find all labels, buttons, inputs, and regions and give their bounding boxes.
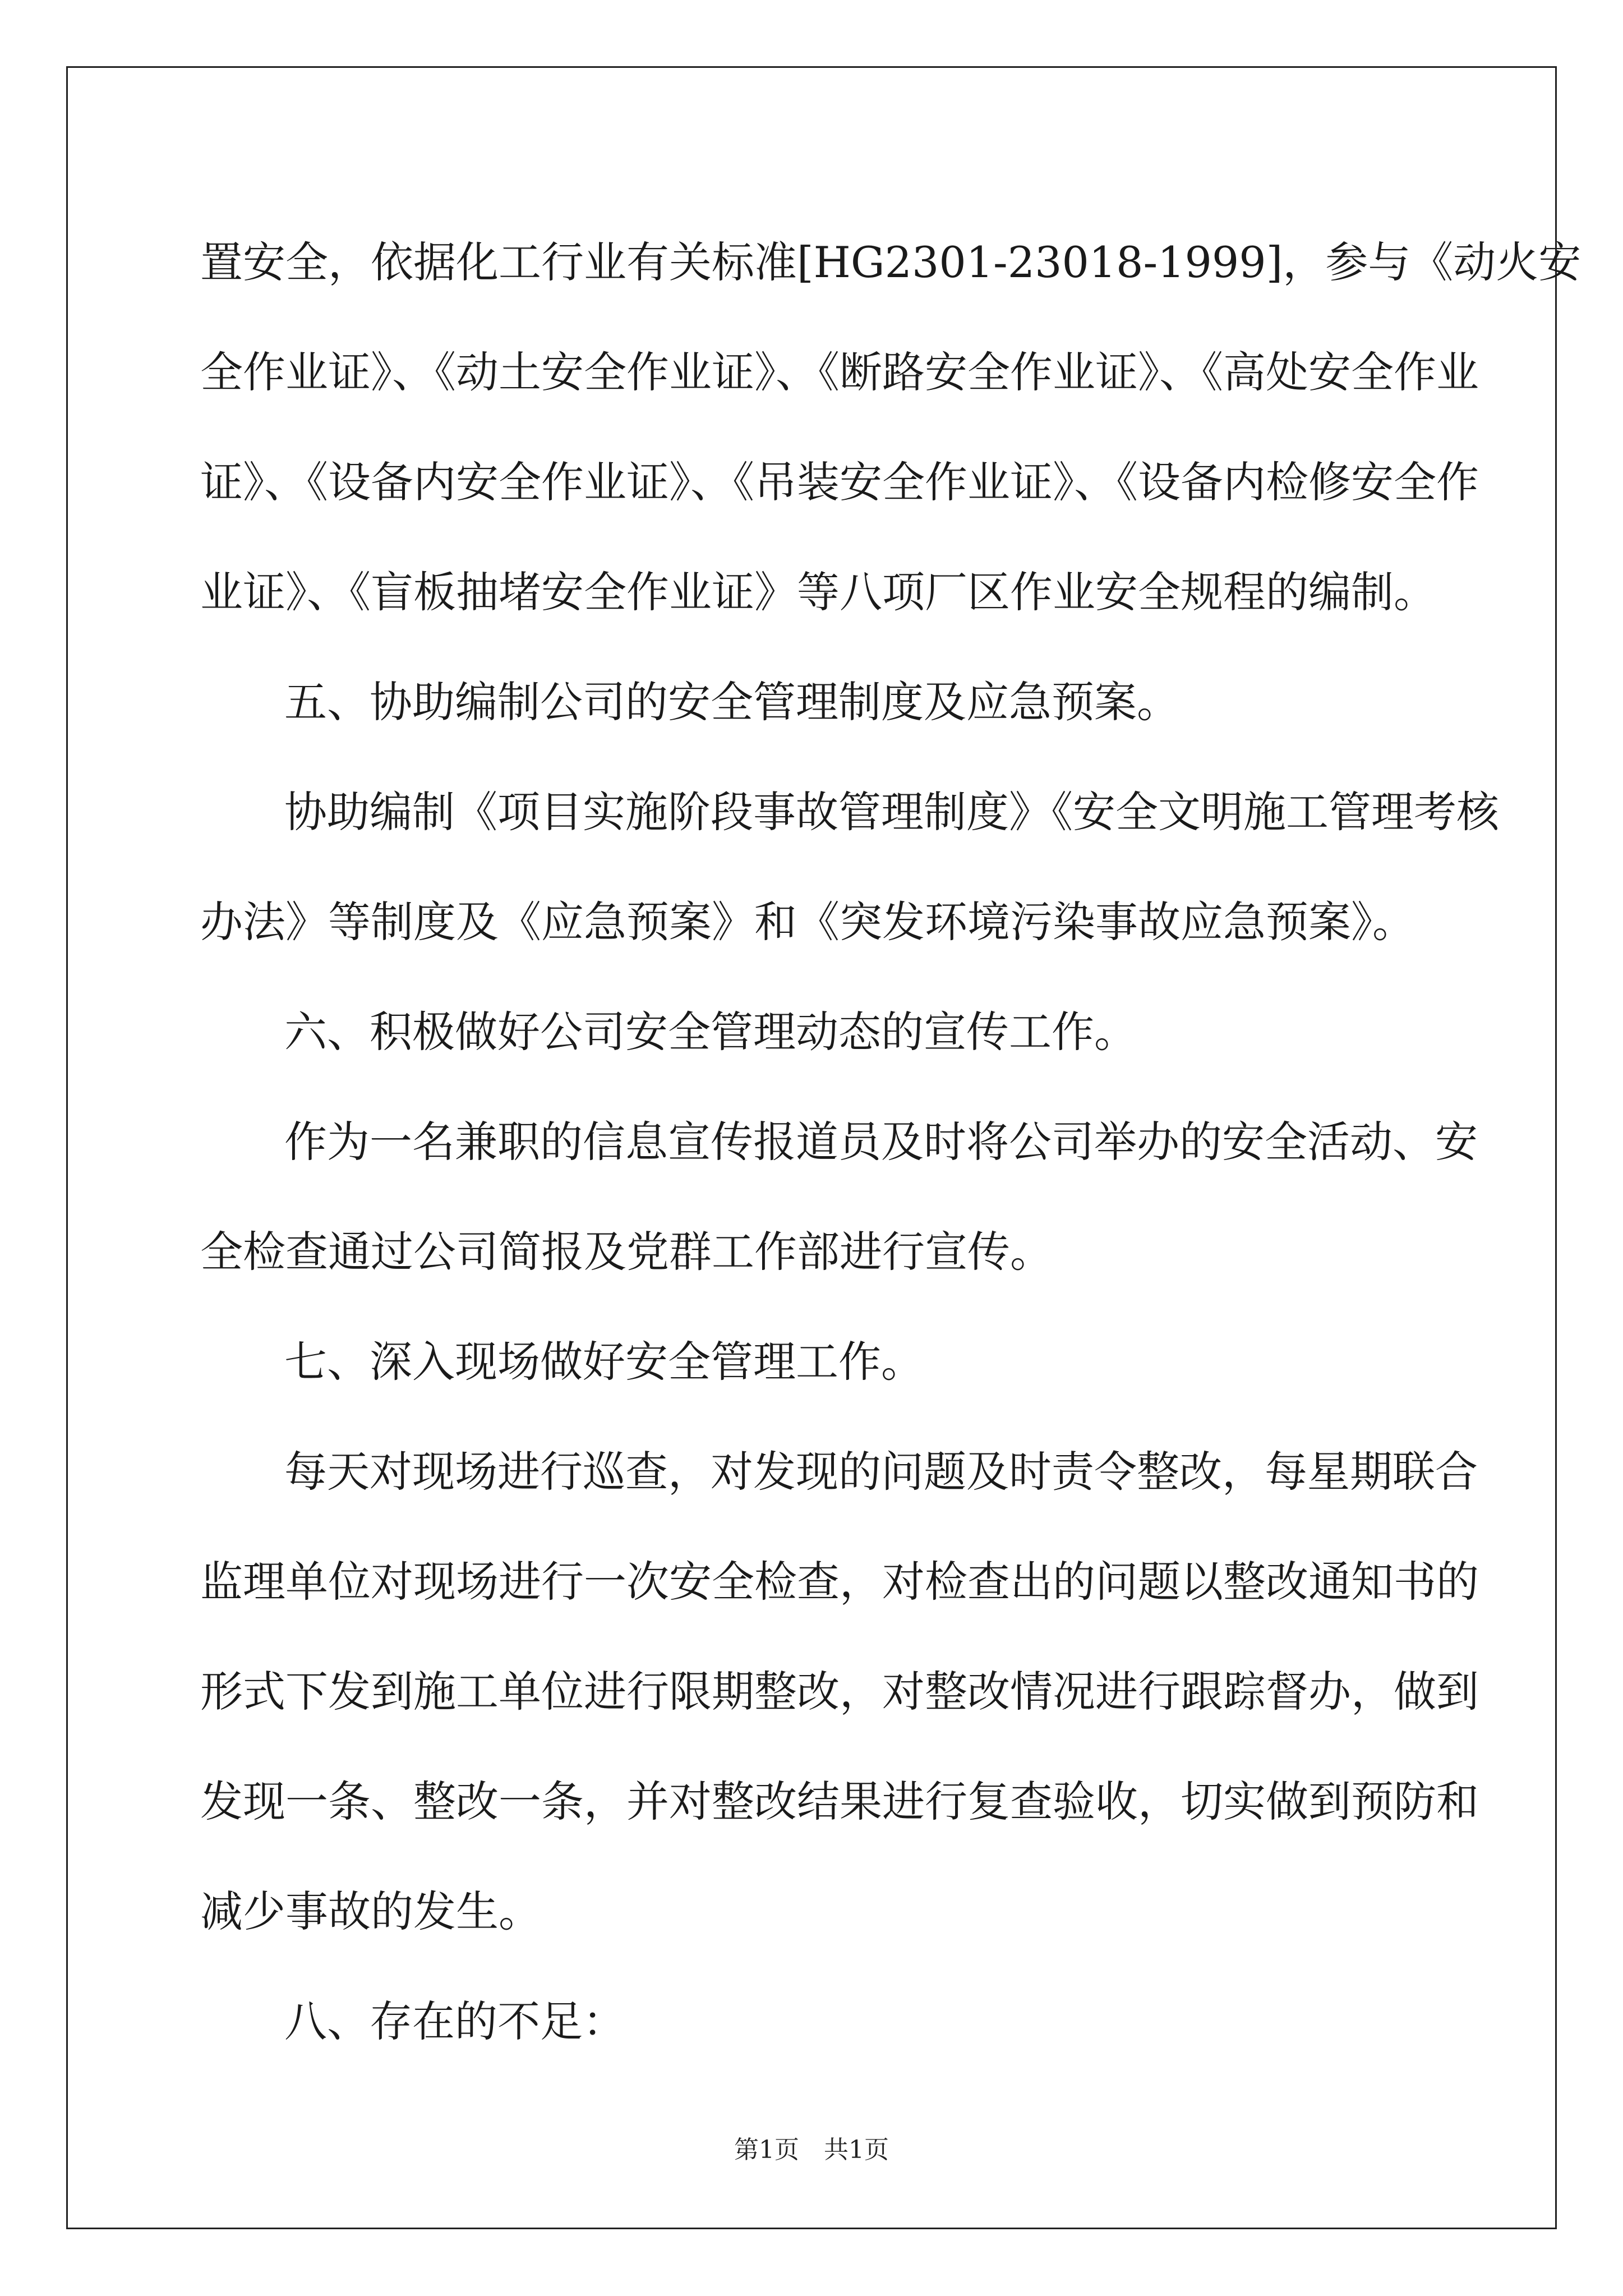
text-line: 五、协助编制公司的安全管理制度及应急预案。 <box>284 677 1179 727</box>
text-line: 证》、《设备内安全作业证》、《吊装安全作业证》、《设备内检修安全作 <box>200 457 1479 507</box>
text-line: 置安全，依据化工行业有关标准[HG2301-23018-1999]，参与《动火安 <box>200 237 1581 287</box>
text-line: 办法》等制度及《应急预案》和《突发环境污染事故应急预案》。 <box>200 897 1415 947</box>
text-line: 每天对现场进行巡查，对发现的问题及时责令整改，每星期联合 <box>284 1447 1478 1497</box>
text-line: 减少事故的发生。 <box>200 1887 541 1936</box>
text-line: 发现一条、整改一条，并对整改结果进行复查验收，切实做到预防和 <box>200 1777 1479 1826</box>
text-line: 八、存在的不足： <box>284 1996 625 2046</box>
text-line: 监理单位对现场进行一次安全检查，对检查出的问题以整改通知书的 <box>200 1557 1479 1607</box>
text-line: 全检查通过公司简报及党群工作部进行宣传。 <box>200 1227 1053 1277</box>
document-body <box>200 208 1581 2077</box>
text-line: 形式下发到施工单位进行限期整改，对整改情况进行跟踪督办，做到 <box>200 1667 1479 1717</box>
text-line: 全作业证》、《动土安全作业证》、《断路安全作业证》、《高处安全作业 <box>200 347 1479 397</box>
text-line: 业证》、《盲板抽堵安全作业证》等八项厂区作业安全规程的编制。 <box>200 567 1436 617</box>
text-line: 作为一名兼职的信息宣传报道员及时将公司举办的安全活动、安 <box>284 1117 1478 1167</box>
text-line: 协助编制《项目实施阶段事故管理制度》《安全文明施工管理考核 <box>284 787 1499 837</box>
page-footer: 第1页 共1页 <box>734 2136 889 2164</box>
text-line: 六、积极做好公司安全管理动态的宣传工作。 <box>284 1007 1137 1057</box>
text-line: 七、深入现场做好安全管理工作。 <box>284 1337 924 1387</box>
